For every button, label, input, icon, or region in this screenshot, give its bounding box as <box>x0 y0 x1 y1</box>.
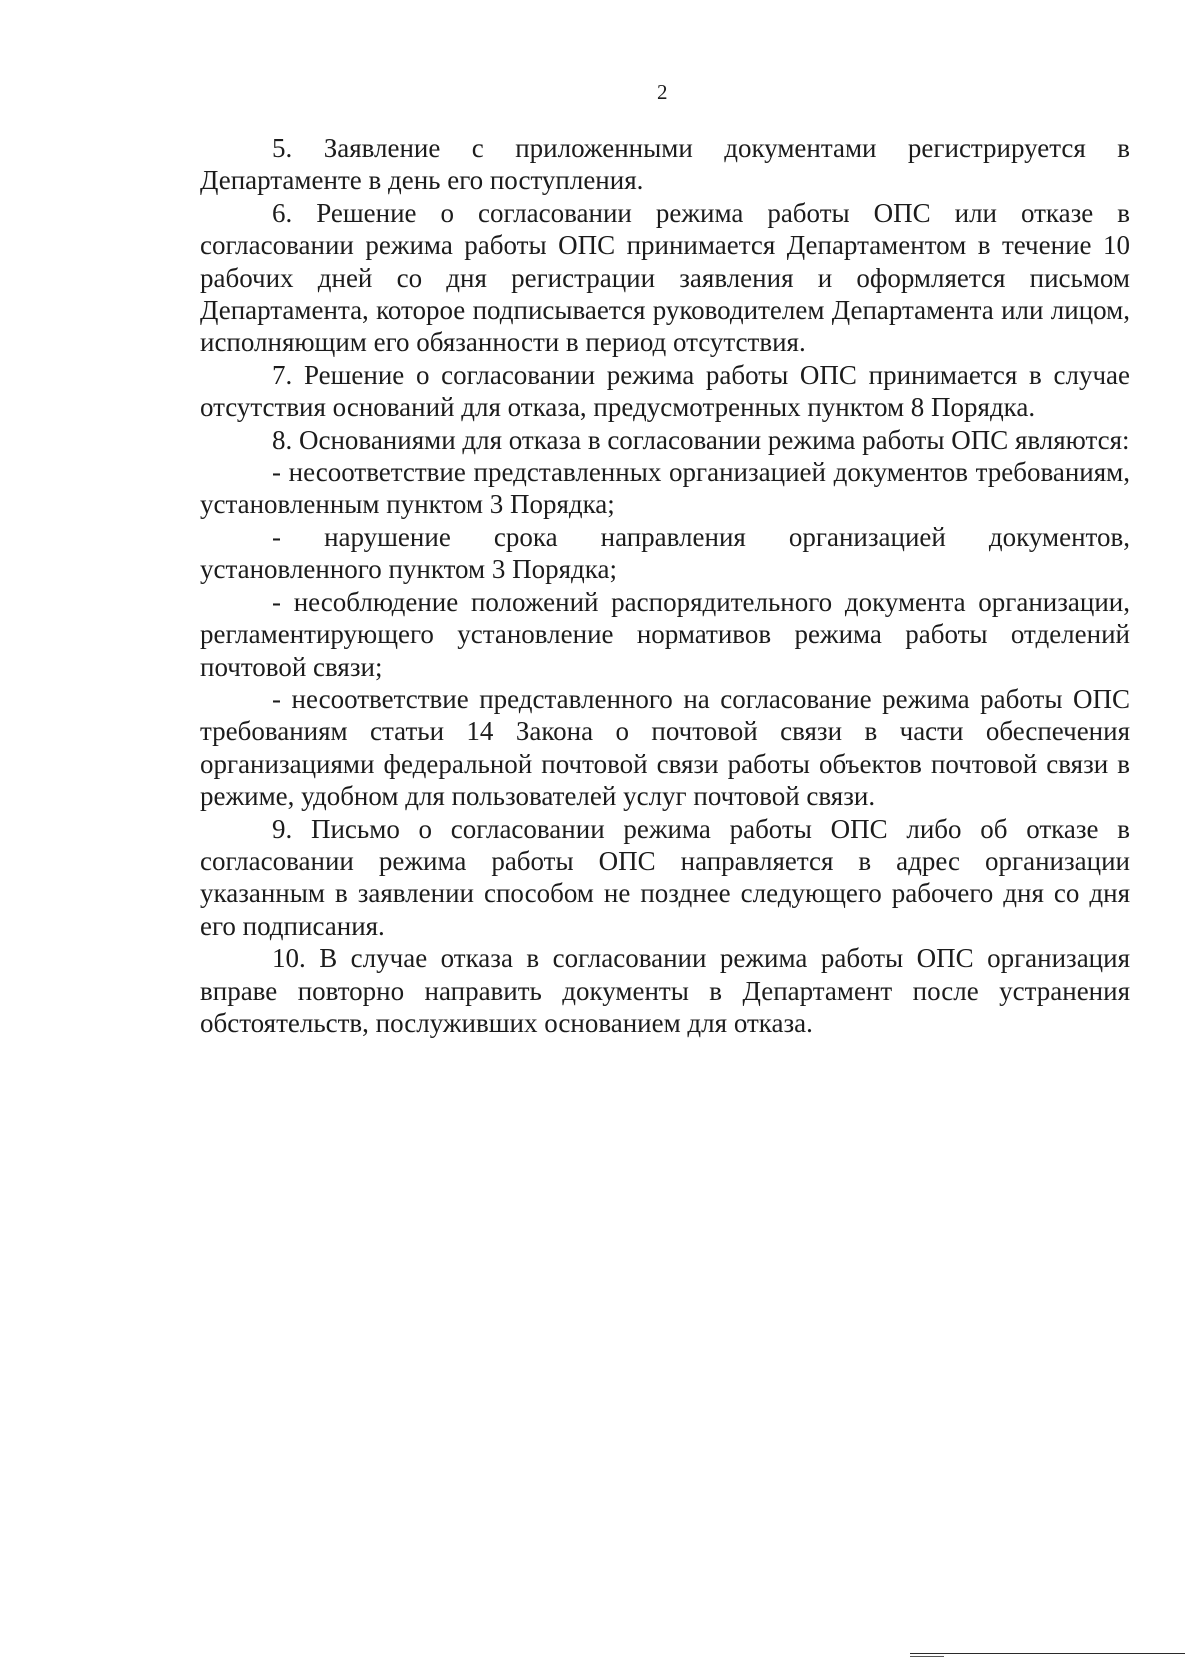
footer-divider <box>910 1653 1185 1654</box>
document-body <box>200 132 1130 1039</box>
paragraph-10: 10. В случае отказа в согласовании режима работы ОПС организация вправе повторно направить документы в Департамент после устранения обстоятельств, послуживших основанием для отказа. <box>200 943 1130 1038</box>
paragraph-9: 9. Письмо о согласовании режима работы ОПС либо об отказе в согласовании режима работы ОПС направляется в адрес организации указанным в заявлении способом не позднее следующего рабочего дня со дня его подписания. <box>200 813 1130 941</box>
paragraph-6: 6. Решение о согласовании режима работы ОПС или отказе в согласовании режима работы ОПС принимается Департаментом в течение 10 рабочих дней со дня регистрации заявления и оформляется письмом Департамента, которое подписывается руководителем Департамента или лицом, исполняющим его обязанности в период отсутствия. <box>200 197 1130 358</box>
paragraph-8: 8. Основаниями для отказа в согласовании режима работы ОПС являются: <box>272 424 1130 455</box>
paragraph-8-item-4: - несоответствие представленного на согласование режима работы ОПС требованиям статьи 14 Закона о почтовой связи в части обеспечения организациями федеральной почтовой связи работы объектов почтовой связи в режиме, удобном для пользователей услуг почтовой связи. <box>200 683 1130 812</box>
paragraph-7: 7. Решение о согласовании режима работы ОПС принимается в случае отсутствия оснований для отказа, предусмотренных пунктом 8 Порядка. <box>200 359 1130 423</box>
paragraph-8-item-3: - несоблюдение положений распорядительного документа организации, регламентирующего установление нормативов режима работы отделений почтовой связи; <box>200 586 1130 682</box>
paragraph-5: 5. Заявление с приложенными документами регистрируется в Департаменте в день его поступления. <box>200 133 1130 196</box>
paragraph-8-item-1: - несоответствие представленных организацией документов требованиям, установленным пунктом 3 Порядка; <box>200 457 1130 520</box>
paragraph-8-item-2: - нарушение срока направления организацией документов, установленного пунктом 3 Порядка; <box>200 521 1130 585</box>
footer-divider-mark <box>910 1656 944 1657</box>
page-number: 2 <box>657 80 668 104</box>
